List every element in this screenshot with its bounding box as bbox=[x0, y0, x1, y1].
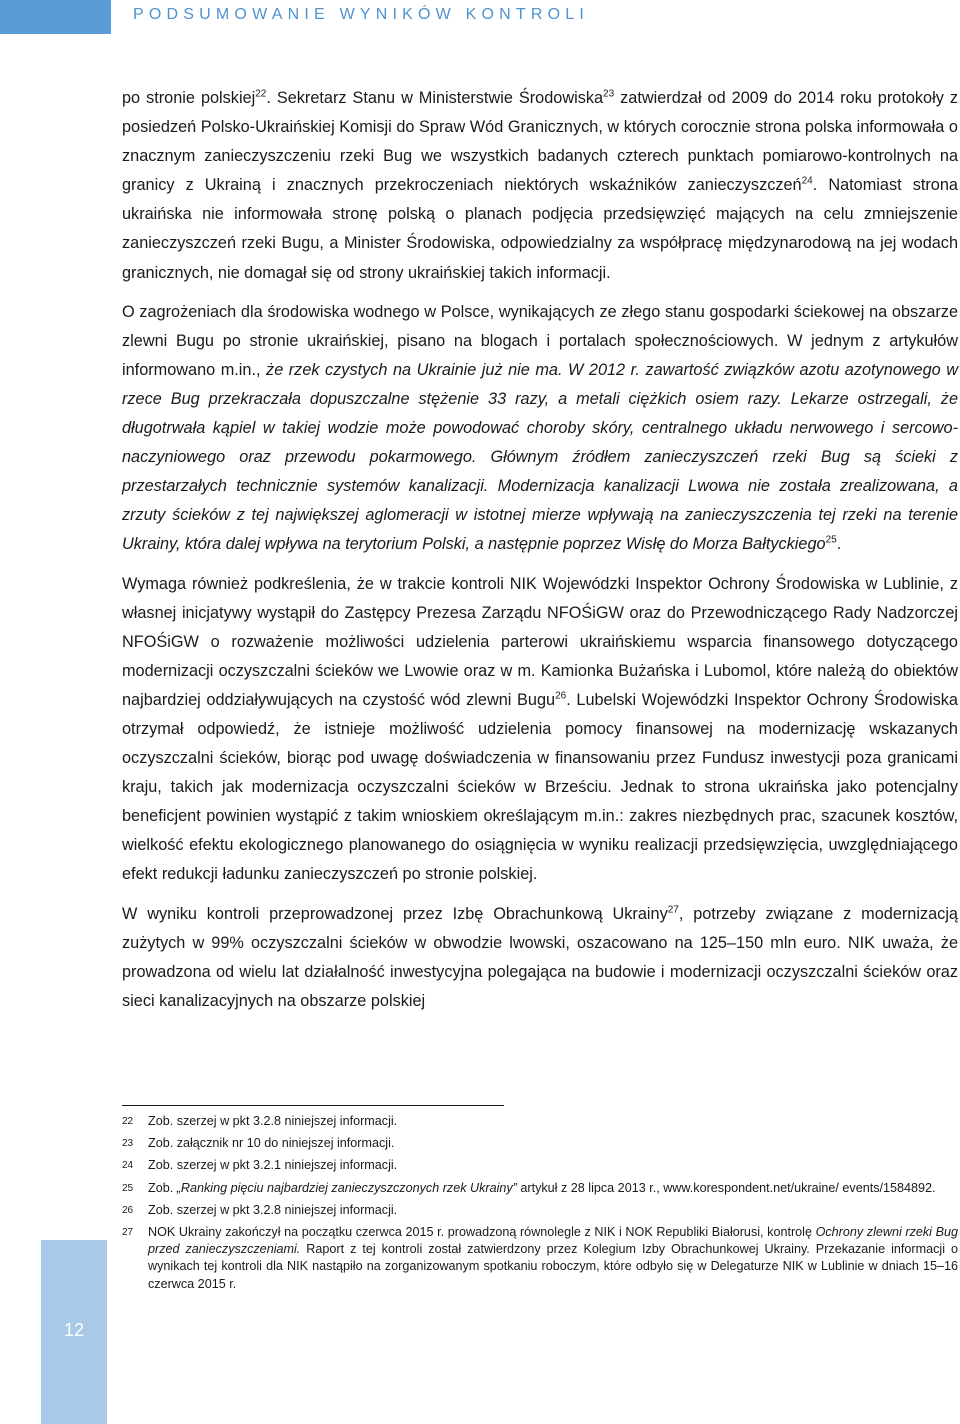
footnote-text: Zob. szerzej w pkt 3.2.8 niniejszej informacji. bbox=[148, 1202, 398, 1217]
quoted-article-text: że rzek czystych na Ukrainie już nie ma. W 2012 r. zawartość związków azotu azotynowego w rzece Bug przekraczała dopuszczalne stężenie 33 razy, a metali ciężkich osiem razy. Lekarze ostrzegali, że długotrwała kąpiel w takiej wodzie może powodować choroby skóry, centralnego układu nerwowego i sercowo-naczyniowego oraz przewodu pokarmowego. Głównym źródłem zanieczyszczeń rzeki Bug są ścieki z przestarzałych technicznie systemów kanalizacji. Modernizacja kanalizacji Lwowa nie została zrealizowana, a zrzuty ścieków z tej największej aglomeracji w istotnej mierze wpływają na zanieczyszczenia tej rzeki na terenie Ukrainy, która dalej wpływa na terytorium Polski, a następnie poprzez Wisłę do Morza Bałtyckiego bbox=[122, 360, 958, 554]
footnote-ref: 24 bbox=[801, 175, 813, 187]
footnote-number: 25 bbox=[122, 1182, 134, 1194]
footnote-number: 23 bbox=[122, 1138, 134, 1150]
text-run: . Lubelski Wojewódzki Inspektor Ochrony Środowiska otrzymał odpowiedź, że istnieje możliwość udzielenia pomocy finansowej na modernizację wskazanych oczyszczalni ścieków, biorąc pod uwagę doświadczenia w finansowaniu przez Fundusz inwestycji poza granicami kraju, takich jak modernizacja oczyszczalni ścieków w Brześciu. Jednak to strona ukraińska jako potencjalny beneficjent powinien wystąpić z takim wnioskiem określającym m.in.: zakres niezbędnych prac, szacunek kosztów, wielkość efektu ekologicznego planowanego do osiągnięcia w wyniku realizacji przedsięwzięcia, uwzględniającego efekt redukcji ładunku zanieczyszczeń po stronie polskiej. bbox=[122, 690, 958, 884]
footnotes bbox=[122, 1113, 958, 1298]
footnote-26 bbox=[122, 1202, 958, 1219]
footnote-text: artykuł z 28 lipca 2013 r., www.korespondent.net/ukraine/ events/1584892. bbox=[516, 1180, 936, 1195]
footnote-text: NOK Ukrainy zakończył na początku czerwca 2015 r. prowadzoną równolegle z NIK i NOK Republiki Białorusi, kontrolę bbox=[148, 1225, 816, 1240]
paragraph-4 bbox=[122, 900, 958, 1016]
footnote-ref: 25 bbox=[825, 534, 837, 546]
footnote-text: Zob. szerzej w pkt 3.2.8 niniejszej informacji. bbox=[148, 1114, 398, 1128]
footnote-ref: 27 bbox=[667, 904, 679, 916]
text-run: zatwierdzał od 2009 do 2014 roku protokoły z posiedzeń Polsko-Ukraińskiej Komisji do Spraw Wód Granicznych, w których corocznie strona polska informowała o znacznym zanieczyszczeniu rzeki Bug we wszystkich badanych czterech punktach pomiarowo-kontrolnych na granicy z Ukrainą i znacznych przekroczeniach niektórych wskaźników zanieczyszczeń bbox=[122, 89, 958, 195]
paragraph-2 bbox=[122, 298, 958, 560]
text-run: O zagrożeniach dla środowiska wodnego w Polsce, wynikających ze złego stanu gospodarki ściekowej na obszarze zlewni Bugu po stronie ukraińskiej, pisano na blogach i portalach społecznościowych. W jednym z artykułów informowano m.in., bbox=[122, 302, 958, 379]
footnote-27 bbox=[122, 1224, 958, 1293]
footnote-report-title: Ochrony zlewni rzeki Bug przed zanieczyszczeniami. bbox=[148, 1225, 958, 1257]
main-text bbox=[122, 84, 958, 1016]
footnote-25 bbox=[122, 1180, 958, 1197]
header-accent-bar bbox=[0, 0, 111, 34]
section-header-title: PODSUMOWANIE WYNIKÓW KONTROLI bbox=[133, 6, 589, 23]
paragraph-1 bbox=[122, 84, 958, 288]
footnote-ref: 23 bbox=[603, 88, 615, 100]
footnote-24 bbox=[122, 1157, 958, 1174]
footnote-text: Zob. załącznik nr 10 do niniejszej informacji. bbox=[148, 1136, 395, 1151]
text-run: Wymaga również podkreślenia, że w trakcie kontroli NIK Wojewódzki Inspektor Ochrony Środowiska w Lublinie, z własnej inicjatywy wystąpił do Zastępcy Prezesa Zarządu NFOŚiGW oraz do Przewodniczącego Rady Nadzorczej NFOŚiGW o rozważenie możliwości udzielenia parterowi ukraińskiemu wsparcia finansowego dotyczącego modernizacji oczyszczalni ścieków we Lwowie oraz w m. Kamionka Bużańska i Lubomol, które należą do obiektów najbardziej oddziaływujących na czystość wód zlewni Bugu bbox=[122, 574, 958, 709]
footnote-number: 27 bbox=[122, 1227, 134, 1239]
footnote-number: 22 bbox=[122, 1116, 134, 1127]
text-run: . Sekretarz Stanu w Ministerstwie Środowiska bbox=[266, 89, 604, 107]
footnote-ref: 22 bbox=[255, 88, 267, 100]
paragraph-3 bbox=[122, 570, 958, 890]
footnote-number: 26 bbox=[122, 1204, 134, 1216]
footnote-22 bbox=[122, 1113, 958, 1130]
footnote-article-title: „Ranking pięciu najbardziej zanieczyszczonych rzek Ukrainy” bbox=[176, 1180, 517, 1195]
footnote-23 bbox=[122, 1135, 958, 1152]
footnote-text: Zob. szerzej w pkt 3.2.1 niniejszej informacji. bbox=[148, 1158, 398, 1173]
footnote-text: Zob. bbox=[148, 1180, 177, 1195]
page-number: 12 bbox=[63, 1320, 85, 1340]
text-run: W wyniku kontroli przeprowadzonej przez Izbę Obrachunkową Ukrainy bbox=[122, 904, 668, 923]
text-run: , potrzeby związane z modernizacją zużytych w 99% oczyszczalni ścieków w obwodzie lwowski, oszacowano na 125–150 mln euro. NIK uważa, że prowadzona od wielu lat działalność inwestycyjna polegająca na budowie i modernizacji oczyszczalni ścieków oraz sieci kanalizacyjnych na obszarze polskiej bbox=[122, 904, 958, 1010]
text-run: po stronie polskiej bbox=[122, 89, 256, 107]
footnote-divider bbox=[122, 1105, 504, 1106]
footnote-number: 24 bbox=[122, 1160, 134, 1172]
footnote-text: Raport z tej kontroli został zatwierdzony przez Kolegium Izby Obrachunkowej Ukrainy. Przekazanie informacji o wynikach tej kontroli dla NIK nastąpiło na zorganizowanym spotkaniu roboczym, które odbyło się w Delegaturze NIK w Lublinie w dniach 15–16 czerwca 2015 r. bbox=[148, 1242, 958, 1291]
text-run: . Natomiast strona ukraińska nie informowała stronę polską o planach podjęcia przedsięwzięć mających na celu zmniejszenie zanieczyszczeń rzeki Bugu, a Minister Środowiska, odpowiedzialny za współpracę międzynarodową na jej wodach granicznych, nie domagał się od strony ukraińskiej takich informacji. bbox=[122, 176, 958, 282]
footnote-ref: 26 bbox=[555, 690, 567, 702]
text-run: . bbox=[836, 535, 842, 554]
